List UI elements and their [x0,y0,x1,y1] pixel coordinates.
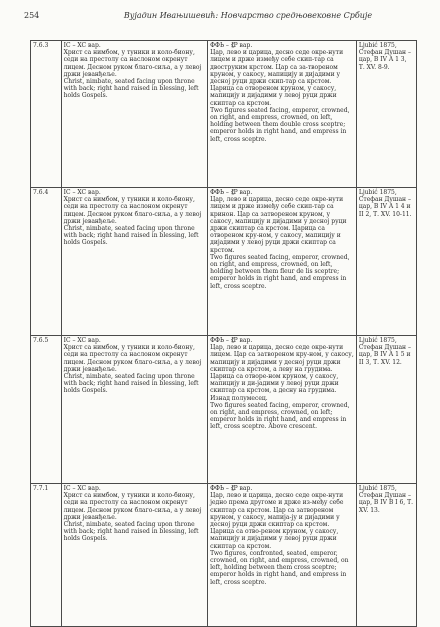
reverse-serbian: Цар, лево и царица, десно седе окре-нути једно према другоме и држе из-међу себе скиптар са крстом. Цар са затвореном круном, у сакосу, мапија-ју и дијадими у десној руци држи скиптар са крстом. Царица са отво-реном круном, у сакосу, мапицију и дијадими у левој руци држи скиптар са крстом. [210,492,344,550]
obverse-serbian: Христ са нимбом, у туники и коло-биону, седи на престолу са наслоном окренут лицем. Десном руком благо-сиља, а у левој држи јеванђеље. [63,49,202,78]
reverse-english: Two figures, confronted, seated, emperor, crowned, on right, and empress, crowned, on left, holding between them cross sceptre; emperor holds in right hand, and empress in left, cross sceptre. [210,549,349,586]
obverse-english: Christ, nimbate, seated facing upon throne with back; right hand raised in blessing, left holds Gospels. [63,225,199,247]
coin-catalog-table [30,40,417,627]
reverse-cell [208,336,357,484]
reverse-english: Two figures seated facing, emperor, crowned, on right, and empress, crowned, on left, holding between them fleur de lis sceptre; emperor holds in right hand, and empress in left, cross sceptre. [210,253,350,290]
reference-cell: Ljubić 1875, Стефан Душан – цар, В IV B I 6, Т. XV. 13. [356,484,416,627]
obverse-label: IC – XC вар. [63,337,101,344]
reference-cell: Ljubić 1875, Стефан Душан – цар, В IV A 1 5 и II 3, Т. XV. 12. [356,336,416,484]
table-row [31,484,417,627]
reverse-label: ΦΦЬ – ⳩P вар. [210,189,253,196]
reverse-cell [208,41,357,188]
obverse-english: Christ, nimbate, seated facing upon throne with back; right hand raised in blessing, left holds Gospels. [63,373,199,395]
entry-id: 7.7.1 [31,484,62,627]
entry-id: 7.6.3 [31,41,62,188]
obverse-cell [61,336,208,484]
obverse-cell [61,484,208,627]
table-row [31,336,417,484]
obverse-label: IC – XC вар. [63,485,101,492]
obverse-label: IC – XC вар. [63,42,101,49]
obverse-english: Christ, nimbate, seated facing upon throne with back; right hand raised in blessing, left holds Gospels. [63,78,199,100]
obverse-serbian: Христ са нимбом, у туники и коло-биону, седи на престолу са наслоном окренут лицем. Десном руком благо-сиља, а у левој држи јеванђеље. [63,344,202,373]
obverse-serbian: Христ са нимбом, у туники и коло-биону, седи на престолу са наслоном окренут лицем. Десном руком благо-сиља, а у левој држи јеванђеље. [63,196,202,225]
reverse-serbian: Цар, лево и царица, десно седе окре-нути лицем и држе између себе скип-тар са двоструким крстом. Цар са за-твореном круном, у сакосу, мапицију и дијадими у десној руци држи скип-тар са крстом. Царица са отвореном круном, у сакосу, мапицију и дијадими у левој руци држи скиптар са крстом. [210,49,344,107]
table-row [31,188,417,336]
reverse-cell [208,484,357,627]
obverse-cell [61,41,208,188]
obverse-serbian: Христ са нимбом, у туники и коло-биону, седи на престолу са наслоном окренут лицем. Десном руком благо-сиља, а у левој држи јеванђеље. [63,492,202,521]
reverse-serbian: Цар, лево и царица, десно седе окре-нути лицем. Цар са затвореном кру-ном, у сакосу, мапицију и дијадими у десној руци држи скиптар са крстом, а леву на грудима. Царица са отворе-ном круном, у сакосу, мапицију и ди-јадими у левој руци држи скиптар са крстом, а десну на грудима. Изнад полумесец. [210,344,354,402]
entry-id: 7.6.4 [31,188,62,336]
reverse-cell [208,188,357,336]
reverse-label: ΦΦЬ – ⳩P вар. [210,42,253,49]
reverse-label: ΦΦЬ – ⳩P вар. [210,337,253,344]
entry-id: 7.6.5 [31,336,62,484]
reference-cell: Ljubić 1875, Стефан Душан – цар, В IV A 1 4 и II 2, Т. XV. 10-11. [356,188,416,336]
obverse-label: IC – XC вар. [63,189,101,196]
running-title: Вујадин Ивањишевић: Новчарство средњовековне Србије [123,11,373,20]
reverse-label: ΦΦЬ – ⳩P вар. [210,485,253,492]
reference-cell: Ljubić 1875, Стефан Душан – цар, В IV A 1 3, Т. XV. 8-9. [356,41,416,188]
obverse-english: Christ, nimbate, seated facing upon throne with back; right hand raised in blessing, left holds Gospels. [63,521,199,543]
table-row [31,41,417,188]
reverse-serbian: Цар, лево и царица, десно седе окре-нути лицем и држе између себе скип-тар са кринон. Цар са затвореном круном, у сакосу, мапицију и дијадими у десној руци држи скиптар са крстом. Царица са отвореном кру-ном, у сакосу, мапицију и дијадими у левој руци држи скиптар са крстом. [210,196,347,254]
page-header [24,8,412,24]
obverse-cell [61,188,208,336]
reverse-english: Two figures seated facing, emperor, crowned, on right, and empress, crowned, on left, holding between them double cross sceptre; emperor holds in right hand, and empress in left, cross sceptre. [210,106,350,143]
reverse-english: Two figures seated facing, emperor, crowned, on right, and empress, crowned, on left; emperor holds in right hand, and empress in left, cross sceptre. Above crescent. [210,401,350,431]
page-number: 254 [24,11,40,20]
